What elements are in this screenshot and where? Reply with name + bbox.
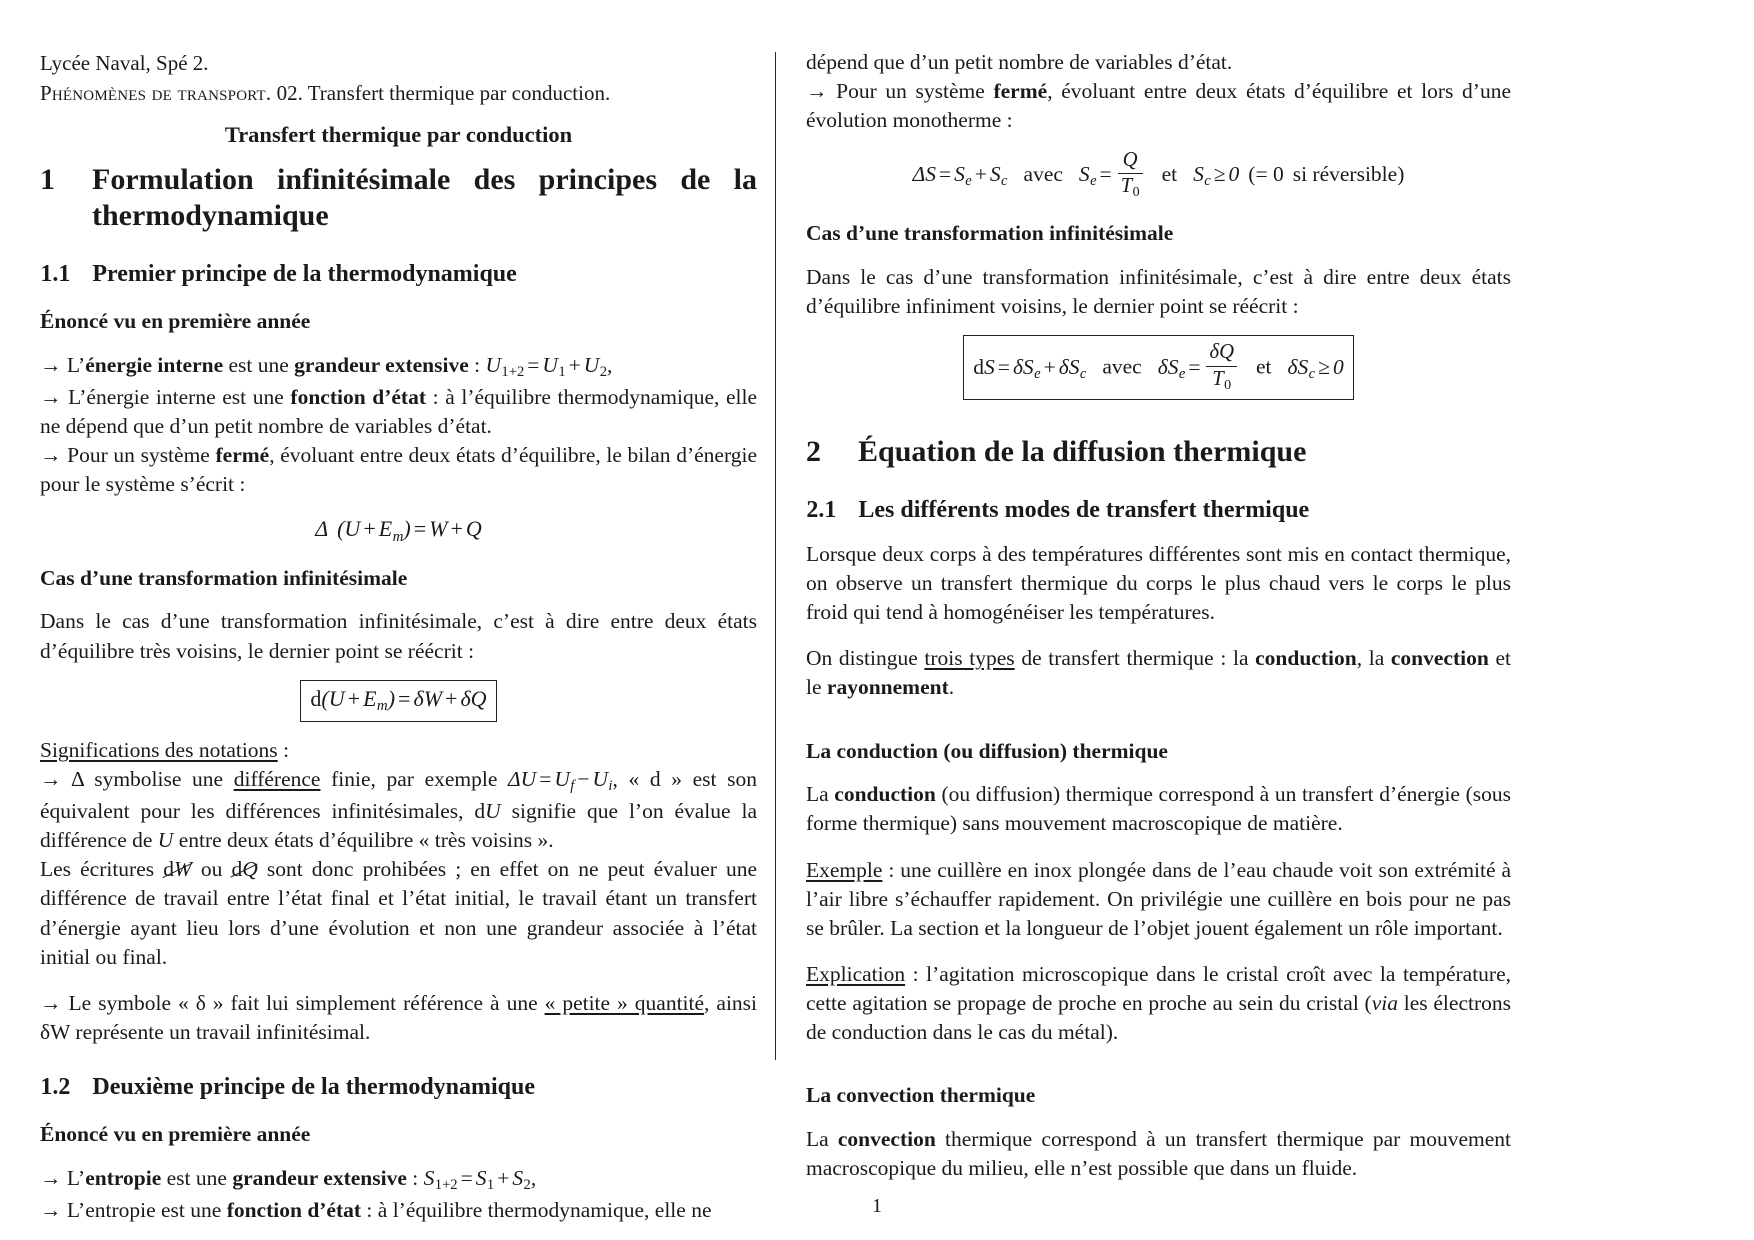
para-conduction — [806, 780, 1511, 838]
para-explication — [806, 960, 1511, 1047]
page-number: 1 — [872, 1195, 882, 1217]
right-column — [776, 48, 1511, 1200]
section-2-title: Équation de la diffusion thermique — [858, 435, 1307, 469]
label-exemple: Exemple — [806, 857, 883, 882]
equation-boxed-2-dsc: $\delta S_c \ge 0$ — [1287, 354, 1344, 382]
para-conduction-prefix: La — [806, 782, 835, 807]
para-explication-prefix: : l’agitation microscopique dans le cristal croît avec la température, cette agitation se propage de proche en proche au sein du cristal ( — [806, 961, 1511, 1016]
equation-2-se: $S_e$ = $\frac{Q}{T_0}$ — [1079, 162, 1146, 186]
bullet-3-prefix: → Pour un système — [40, 443, 216, 468]
para-convection-bold: convection — [837, 1127, 936, 1152]
heading-significations-underlined: Significations des notations — [40, 738, 278, 763]
bullet-ferme-prefix: → Pour un système — [806, 79, 994, 104]
para-delta-underlined: différence — [233, 767, 321, 792]
section-2-number: 2 — [806, 435, 821, 469]
equation-inline-u-extensive: $U_{1+2} = U_1 + U_2$, — [485, 353, 613, 381]
equation-2-et: et — [1161, 162, 1178, 187]
document-title: Transfert thermique par conduction — [224, 122, 573, 148]
heading-la-conduction: La conduction (ou diffusion) thermique — [806, 738, 1168, 763]
bullet-1-bold-2: grandeur extensive — [294, 353, 469, 378]
left-column — [40, 48, 775, 1225]
equation-inline-s-extensive: $S_{1+2} = S_1 + S_2$, — [423, 1165, 537, 1193]
equation-2-avec: avec — [1023, 162, 1063, 187]
para-delta-rest: finie, par exemple $\Delta U = U_f - U_i$, « d » est son équivalent pour les différences infinitésimales, dU signifie que l’on évalue la différence de U entre deux états d’équilibre « très voisins ». — [40, 767, 757, 853]
struck-dw: dW — [163, 855, 192, 884]
section-1-title: Formulation infinitésimale des principes de la thermodynamique — [92, 163, 757, 233]
bullet-3-rest: , évoluant entre deux états d’équilibre, le bilan d’énergie pour le système s’écrit : — [40, 443, 757, 497]
section-2-heading — [806, 434, 1511, 470]
para-explication-via: via — [1371, 991, 1398, 1016]
equation-second-principle — [806, 149, 1511, 201]
entropy-2-prefix: → L’entropie est une — [40, 1197, 227, 1222]
bullet-1-bold-1: énergie interne — [85, 353, 224, 378]
two-column-layout — [40, 48, 1714, 1222]
bullet-1-colon: : — [468, 353, 486, 378]
para-delta-explanation — [40, 765, 757, 855]
struck-dq: dQ — [231, 855, 257, 884]
label-explication: Explication — [806, 961, 906, 986]
subsection-1-2-title: Deuxième principe de la thermodynamique — [92, 1074, 536, 1101]
running-head — [40, 78, 757, 108]
para-distingue-end: . — [948, 675, 955, 700]
para-continued-line: dépend que d’un petit nombre de variables d’état. — [806, 50, 1233, 74]
para-distingue-bold-conduction: conduction — [1255, 646, 1357, 671]
equation-boxed-first-principle — [40, 680, 757, 722]
section-1-heading — [40, 162, 757, 234]
equation-boxed-second-principle — [806, 335, 1511, 400]
para-prohib-rest: sont donc prohibées ; en effet on ne peut évaluer une différence de travail entre l’état final et l’état initial, le travail étant un transfert d’énergie ayant lieu lors d’une évolution et non une grandeur associée à l’état initial ou final. — [40, 857, 758, 969]
running-head-rest: 02. Transfert thermique par conduction. — [276, 81, 611, 106]
para-symbole-rest: , ainsi δW représente un travail infinitésimal. — [40, 990, 758, 1044]
subsection-1-2-heading — [40, 1073, 757, 1102]
heading-significations — [40, 736, 757, 765]
para-exemple-text: : une cuillère en inox plongée dans de l’eau chaude voit son extrémité à l’air libre s’échauffer rapidement. On privilégie une cuillère en bois pour ne pas se brûler. La section et la longueur de l’objet jouent également un rôle important. — [806, 857, 1511, 940]
equation-box-2: dS = $\delta S_e + \delta S_c$ avec $\delta S_e$ = $\frac{\delta Q}{T_0}$ et $\delta S_c \ge 0$ — [963, 335, 1353, 400]
equation-second-principle-math: $\Delta S = S_e + S_c$ — [912, 162, 1008, 190]
bullet-ferme-rest: , évoluant entre deux états d’équilibre et lors d’une évolution monotherme : — [806, 79, 1511, 133]
subsection-2-1-number: 2.1 — [806, 497, 837, 524]
para-distingue-prefix: On distingue — [806, 646, 925, 671]
para-conduction-rest: (ou diffusion) thermique correspond à un transfert d’énergie (sous forme thermique) sans mouvement macroscopique de matière. — [806, 782, 1511, 836]
para-prohibees — [40, 855, 757, 972]
bullet-entropie-extensive — [40, 1164, 757, 1196]
heading-cas-transformation-2: Cas d’une transformation infinitésimale — [806, 221, 1174, 246]
heading-significations-colon: : — [277, 738, 290, 763]
para-prohib-ou: ou — [191, 857, 232, 882]
bullet-1-prefix: → L’ — [40, 353, 86, 378]
entropy-1-mid: est une — [161, 1165, 233, 1190]
bullet-energie-fonction-etat — [40, 383, 757, 500]
bullet-2-rest: : à l’équilibre thermodynamique, elle ne dépend que d’un petit nombre de variables d’état. — [40, 384, 758, 439]
heading-la-convection: La convection thermique — [806, 1083, 1036, 1108]
equation-2-reversible: si réversible) — [1292, 162, 1405, 187]
para-distingue-underlined: trois types — [924, 646, 1015, 671]
subsection-1-2-number: 1.2 — [40, 1074, 71, 1101]
equation-2-sc: $S_c \ge 0$ — [1193, 162, 1240, 190]
para-distingue-mid-2: , la — [1356, 646, 1391, 671]
subsection-1-1-number: 1.1 — [40, 261, 71, 288]
bullet-systeme-ferme-monotherme — [806, 77, 1511, 135]
para-convection-rest: thermique correspond à un transfert thermique par mouvement macroscopique du milieu, elle n’est possible que dans un fluide. — [806, 1127, 1511, 1181]
para-symbole-delta — [40, 989, 757, 1047]
para-exemple — [806, 856, 1511, 943]
para-convection — [806, 1125, 1511, 1183]
subsection-1-1-title: Premier principe de la thermodynamique — [92, 261, 517, 288]
school-line: Lycée Naval, Spé 2. — [40, 51, 209, 75]
subsection-2-1-heading — [806, 496, 1511, 525]
para-distingue-mid-3: et le — [806, 646, 1511, 700]
bullet-ferme-bold: fermé — [993, 79, 1048, 104]
equation-box-1 — [300, 680, 496, 722]
equation-first-principle-math: Δ $(U + E_m) = W + Q$ — [315, 516, 482, 545]
para-delta-prefix: → Δ symbolise une — [40, 767, 234, 792]
para-symbole-underlined: « petite » quantité — [544, 990, 705, 1015]
bullet-2-prefix: → L’énergie interne est une — [40, 384, 291, 409]
para-conduction-bold: conduction — [834, 782, 936, 807]
equation-boxed-2-ds: dS = $\delta S_e + \delta S_c$ — [973, 354, 1087, 382]
entropy-2-rest: : à l’équilibre thermodynamique, elle ne — [361, 1197, 712, 1222]
entropy-2-bold: fonction d’état — [226, 1197, 362, 1222]
entropy-1-bold-2: grandeur extensive — [232, 1165, 407, 1190]
bullet-2-bold: fonction d’état — [290, 384, 427, 409]
para-prohib-prefix: Les écritures — [40, 857, 164, 882]
para-cas-transformation-1: Dans le cas d’une transformation infinitésimale, c’est à dire entre deux états d’équilibre très voisins, le dernier point se réécrit : — [40, 609, 757, 663]
equation-first-principle — [40, 516, 757, 545]
para-cas-transformation-2: Dans le cas d’une transformation infinitésimale, c’est à dire entre deux états d’équilibre infiniment voisins, le dernier point se réécrit : — [806, 265, 1511, 319]
para-convection-prefix: La — [806, 1127, 838, 1152]
subsection-1-1-heading — [40, 260, 757, 289]
bullet-3-bold: fermé — [215, 443, 270, 468]
equation-2-cond: (= 0 — [1248, 162, 1284, 187]
subsection-2-1-title: Les différents modes de transfert thermique — [858, 497, 1310, 524]
entropy-1-prefix: → L’ — [40, 1165, 86, 1190]
bullet-energie-extensive — [40, 351, 757, 383]
heading-cas-transformation-1: Cas d’une transformation infinitésimale — [40, 565, 408, 590]
section-1-number: 1 — [40, 163, 55, 197]
para-lorsque-deux-corps: Lorsque deux corps à des températures différentes sont mis en contact thermique, on observe un transfert thermique du corps le plus chaud vers le corps le plus froid qui tend à homogénéiser les températures. — [806, 541, 1511, 625]
running-head-smallcaps: Phénomènes de transport. — [40, 81, 272, 106]
para-symbole-prefix: → Le symbole « δ » fait lui simplement référence à une — [40, 990, 545, 1015]
para-explication-rest: les électrons de conduction dans le cas du métal). — [806, 991, 1511, 1045]
entropy-1-bold-1: entropie — [85, 1165, 162, 1190]
heading-enonce-2: Énoncé vu en première année — [40, 1121, 311, 1146]
para-trois-types — [806, 644, 1511, 702]
equation-boxed-1-math: $d(U + E_m) = \delta W + \delta Q$ — [310, 685, 487, 714]
para-distingue-bold-convection: convection — [1390, 646, 1489, 671]
bullet-1-mid: est une — [223, 353, 295, 378]
entropy-1-colon: : — [406, 1165, 424, 1190]
para-distingue-mid-1: de transfert thermique : la — [1014, 646, 1256, 671]
equation-boxed-2-dse: $\delta S_e$ = $\frac{\delta Q}{T_0}$ — [1158, 355, 1240, 379]
para-distingue-bold-rayonnement: rayonnement — [826, 675, 949, 700]
heading-enonce-1: Énoncé vu en première année — [40, 309, 311, 334]
